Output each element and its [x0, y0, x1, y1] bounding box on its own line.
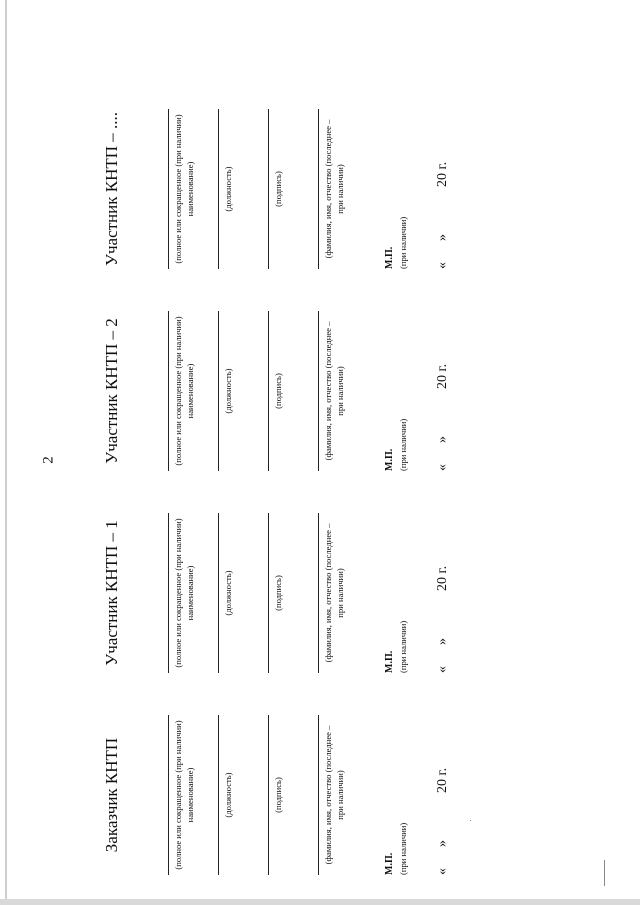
fio-caption-line-1: (фамилия, имя, отчество (последнее –: [323, 523, 333, 663]
fio-caption-line-2: при наличии): [335, 568, 345, 618]
name-caption: [172, 705, 196, 885]
fio-caption-line-1: (фамилия, имя, отчество (последнее –: [323, 725, 333, 865]
stamp-label: М.П.: [384, 852, 395, 875]
signature-line: [268, 513, 269, 673]
fio-caption: [322, 705, 346, 885]
block-title: Участник КНТП – 1: [102, 520, 121, 666]
position-line: [218, 311, 219, 471]
position-caption: (должность): [223, 368, 233, 414]
fio-caption-line-2: при наличии): [335, 770, 345, 820]
signature-block-participant-1: [50, 503, 610, 683]
fio-caption-line-2: при наличии): [335, 366, 345, 416]
block-title: Заказчик КНТП: [102, 737, 121, 853]
name-line: [168, 513, 169, 673]
signature-line: [268, 109, 269, 269]
fio-caption-line-1: (фамилия, имя, отчество (последнее –: [323, 321, 333, 461]
position-line: [218, 109, 219, 269]
fio-line: [318, 109, 319, 269]
stamp-note: (при наличии): [398, 418, 408, 471]
name-caption-line-2: наименование): [185, 767, 195, 823]
stamp-label: М.П.: [384, 246, 395, 269]
name-line: [168, 109, 169, 269]
stamp-label: М.П.: [384, 448, 395, 471]
name-caption-line-1: (полное или сокращенное (при наличии): [173, 114, 183, 264]
signature-line: [268, 311, 269, 471]
scan-dot: [470, 820, 471, 821]
fio-caption: [322, 99, 346, 279]
date-open-quote: «: [435, 868, 450, 875]
stamp-label: М.П.: [384, 650, 395, 673]
date-year: 20 г.: [435, 363, 450, 389]
date-close-quote: »: [435, 436, 450, 443]
date-year: 20 г.: [435, 565, 450, 591]
fio-line: [318, 311, 319, 471]
scan-mark: [604, 860, 605, 886]
signature-caption: (подпись): [273, 373, 283, 409]
stamp-note: (при наличии): [398, 216, 408, 269]
name-caption-line-1: (полное или сокращенное (при наличии): [173, 316, 183, 466]
name-caption: [172, 99, 196, 279]
name-caption-line-2: наименование): [185, 363, 195, 419]
name-caption: [172, 301, 196, 481]
name-caption-line-2: наименование): [185, 565, 195, 621]
block-title: Участник КНТП – 2: [102, 318, 121, 464]
fio-caption: [322, 301, 346, 481]
fio-caption-line-2: при наличии): [335, 164, 345, 214]
signature-block-participant-n: [50, 99, 610, 279]
date-close-quote: »: [435, 638, 450, 645]
name-caption-line-1: (полное или сокращенное (при наличии): [173, 518, 183, 668]
signature-caption: (подпись): [273, 777, 283, 813]
stamp-note: (при наличии): [398, 620, 408, 673]
position-line: [218, 513, 219, 673]
stamp-note: (при наличии): [398, 822, 408, 875]
block-title: Участник КНТП – ....: [102, 111, 121, 267]
fio-line: [318, 715, 319, 875]
scan-left-edge: [5, 0, 7, 905]
date-open-quote: «: [435, 666, 450, 673]
fio-caption-line-1: (фамилия, имя, отчество (последнее –: [323, 119, 333, 259]
name-caption: [172, 503, 196, 683]
page-number: 2: [40, 456, 57, 464]
signature-caption: (подпись): [273, 575, 283, 611]
name-caption-line-2: наименование): [185, 161, 195, 217]
date-close-quote: »: [435, 840, 450, 847]
date-open-quote: «: [435, 262, 450, 269]
scan-bottom-edge: [0, 899, 640, 905]
position-caption: (должность): [223, 772, 233, 818]
position-caption: (должность): [223, 166, 233, 212]
fio-caption: [322, 503, 346, 683]
signature-table: [50, 95, 610, 885]
name-line: [168, 715, 169, 875]
date-year: 20 г.: [435, 767, 450, 793]
position-line: [218, 715, 219, 875]
name-caption-line-1: (полное или сокращенное (при наличии): [173, 720, 183, 870]
name-line: [168, 311, 169, 471]
signature-block-participant-2: [50, 301, 610, 481]
position-caption: (должность): [223, 570, 233, 616]
date-close-quote: »: [435, 234, 450, 241]
date-open-quote: «: [435, 464, 450, 471]
signature-block-customer: [50, 705, 610, 885]
signature-caption: (подпись): [273, 171, 283, 207]
fio-line: [318, 513, 319, 673]
date-year: 20 г.: [435, 161, 450, 187]
signature-line: [268, 715, 269, 875]
